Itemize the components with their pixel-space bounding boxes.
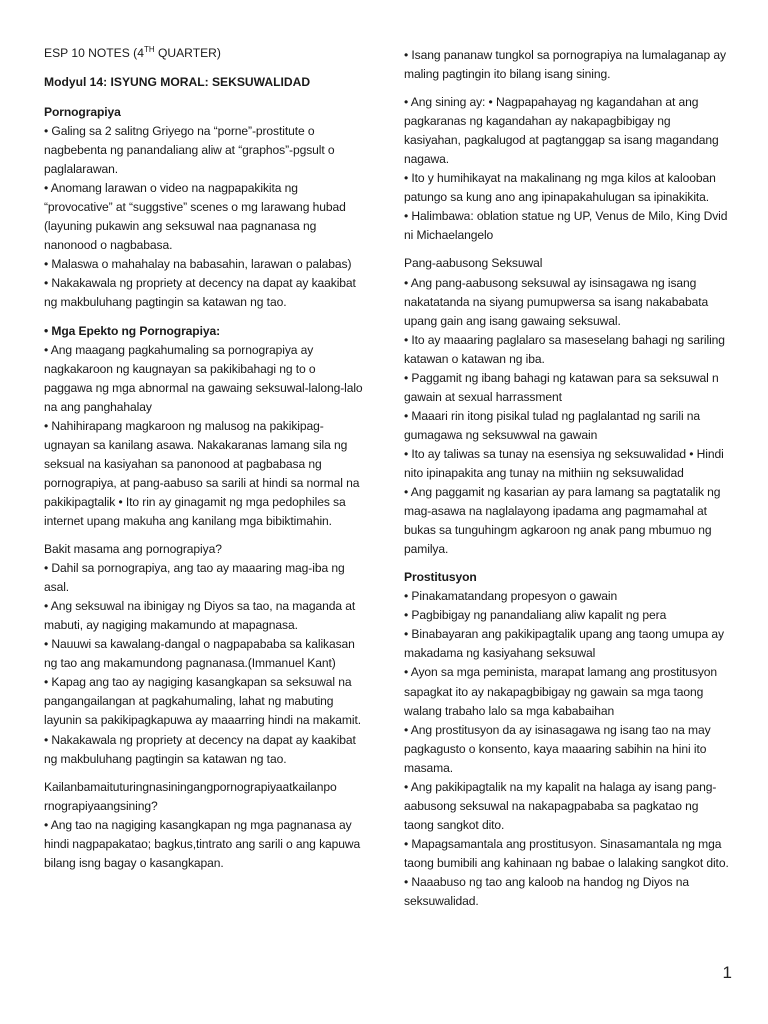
section-heading-pornograpiya: Pornograpiya	[44, 105, 121, 119]
section-heading-kailan	[44, 778, 366, 816]
section-heading-bakit: Bakit masama ang pornograpiya?	[44, 542, 222, 557]
paragraph: • Ang sining ay: • Nagpapahayag ng kagandahan at ang pagkaranas ng kagandahan ay nakapagbibigay ng kasiyahan, pagkalugod at pagtanggap sa isang magandang nagawa.	[404, 95, 719, 167]
paragraph: • Dahil sa pornograpiya, ang tao ay maaaring mag-iba ng asal.	[44, 561, 345, 595]
paragraph: • Nakakawala ng propriety at decency na dapat ay kaakibat ng makbuluhang pagtingin sa katawan ng tao.	[44, 732, 356, 766]
paragraph: • Ang maagang pagkahumaling sa pornograpiya ay nagkakaroon ng kaugnayan sa pakikibahagi ng to o paggawa ng mga abnormal na gawaing seksuwal-lalong-lalo na ang panghahalay	[44, 342, 363, 414]
paragraph: • Maaari rin itong pisikal tulad ng paglalantad ng sarili na gumagawa ng seksuwwal na gawain	[404, 408, 701, 442]
paragraph: • Paggamit ng ibang bahagi ng katawan para sa seksuwal n gawain at sexual harrassment	[404, 370, 719, 404]
page-number: 1	[722, 963, 732, 982]
paragraph: • Ito ay taliwas sa tunay na esensiya ng seksuwalidad • Hindi nito ipinapakita ang tunay na mithiin ng seksuwalidad	[404, 446, 724, 480]
paragraph: • Ang pang-aabusong seksuwal ay isinsagawa ng isang nakatatanda na siyang pumupwersa sa isang nakababata upang gain ang isang gawaing seksuwal.	[404, 275, 709, 328]
paragraph: • Ang prostitusyon da ay isinasagawa ng isang tao na may pagkagusto o konsento, kaya maaaring sabihin na hini ito masama.	[404, 722, 711, 775]
paragraph: • Nauuwi sa kawalang-dangal o nagpapababa sa kalikasan ng tao ang makamundong pagnanasa.(Immanuel Kant)	[44, 637, 355, 671]
paragraph: • Anomang larawan o video na nagpapakikita ng “provocative” at “suggstive” scenes o mg larawang hubad (layuning pukawin ang seksuwal naa pagnanasa ng nanonood o nagbabasa.	[44, 181, 346, 253]
heading-line: rnograpiyaangsining?	[44, 798, 158, 813]
module-title: Modyul 14: ISYUNG MORAL: SEKSUWALIDAD	[44, 75, 311, 89]
paragraph: • Naaabuso ng tao ang kaloob na handog ng Diyos na seksuwalidad.	[404, 874, 690, 909]
title-superscript: TH	[143, 44, 155, 54]
paragraph: • Isang pananaw tungkol sa pornograpiya na lumalaganap ay maling pagtingin ito bilang isang sining.	[404, 48, 726, 82]
paragraph: • Pinakamatandang propesyon o gawain	[404, 589, 618, 604]
paragraph: • Ang tao na nagiging kasangkapan ng mga pagnanasa ay hindi nagpapakatao; bagkus,tintrato ang sarili o ang kapuwa bilang isng bagay o kasangkapan.	[44, 817, 361, 870]
section-heading-pang-aabuso: Pang-aabusong Seksuwal	[404, 256, 543, 271]
paragraph: • Nakakawala ng propriety at decency na dapat ay kaakibat ng makbuluhang pagtingin sa katawan ng tao.	[44, 276, 356, 310]
title-suffix: QUARTER)	[154, 46, 221, 60]
paragraph: • Nahihirapang magkaroon ng malusog na pakikipag-ugnayan sa kanilang asawa. Nakakaranas lamang sila ng seksual na kasiyahan sa panonood at pagbabasa ng pornograpiya, at pang-aabuso sa sarili at hindi sa normal na pakikipagtalik • Ito rin ay ginagamit ng mga pedophiles sa internet upang makuha ang kanilang mga bibiktimahin.	[44, 418, 360, 528]
paragraph: • Binabayaran ang pakikipagtalik upang ang taong umupa ay makadama ng kasiyahang seksuwal	[404, 627, 724, 661]
document-title	[44, 44, 366, 63]
paragraph: • Kapag ang tao ay nagiging kasangkapan sa seksuwal na pangangailangan at pagkahumaling, lahat ng mabuting layunin sa pakikipagkapuwa ay maaarring hindi na makamit.	[44, 675, 361, 728]
paragraph: • Pagbibigay ng panandaliang aliw kapalit ng pera	[404, 608, 667, 623]
right-column	[404, 46, 730, 911]
paragraph: • Halimbawa: oblation statue ng UP, Venus de Milo, King Dvid ni Michaelangelo	[404, 209, 728, 243]
paragraph: • Galing sa 2 salitng Griyego na “porne”-prostitute o nagbebenta ng panandaliang aliw at “graphos”-pgsult o paglalarawan.	[44, 124, 335, 177]
left-column	[44, 44, 366, 882]
paragraph: • Ang seksuwal na ibinigay ng Diyos sa tao, na maganda at mabuti, ay nagiging makamundo at mapagnasa.	[44, 599, 356, 633]
paragraph: • Ang pakikipagtalik na my kapalit na halaga ay isang pang-aabusong seksuwal na nakapagpababa sa pagkatao ng taong sangkot dito.	[404, 779, 717, 832]
paragraph: • Mapagsamantala ang prostitusyon. Sinasamantala ng mga taong bumibili ang kahinaan ng babae o lalaking sangkot dito.	[404, 836, 729, 870]
heading-line: Kailanbamaituturingnasiningangpornograpiyaatkailanpo	[44, 779, 337, 794]
paragraph: • Ito ay maaaring paglalaro sa maseselang bahagi ng sariling katawan o katawan ng iba.	[404, 332, 725, 366]
paragraph: • Ayon sa mga peminista, marapat lamang ang prostitusyon sapagkat ito ay nakapagbibigay ng gawain sa mga taong walang trabaho lalo sa mga kababaihan	[404, 665, 718, 718]
paragraph: • Ang paggamit ng kasarian ay para lamang sa pagtatalik ng mag-asawa na naglalayong ipadama ang pagmamahal at bukas sa tunguhingm agkaroon ng anak pang mbumuo ng pamilya.	[404, 485, 721, 557]
section-heading-epekto: • Mga Epekto ng Pornograpiya:	[44, 323, 221, 338]
section-heading-prostitusyon: Prostitusyon	[404, 570, 477, 585]
paragraph: • Malaswa o mahahalay na babasahin, larawan o palabas)	[44, 257, 352, 272]
paragraph: • Ito y humihikayat na makalinang ng mga kilos at kalooban patungo sa kung ano ang ipinapakahulugan sa ipinakikita.	[404, 171, 716, 205]
title-prefix: ESP 10 NOTES (4	[44, 46, 144, 60]
